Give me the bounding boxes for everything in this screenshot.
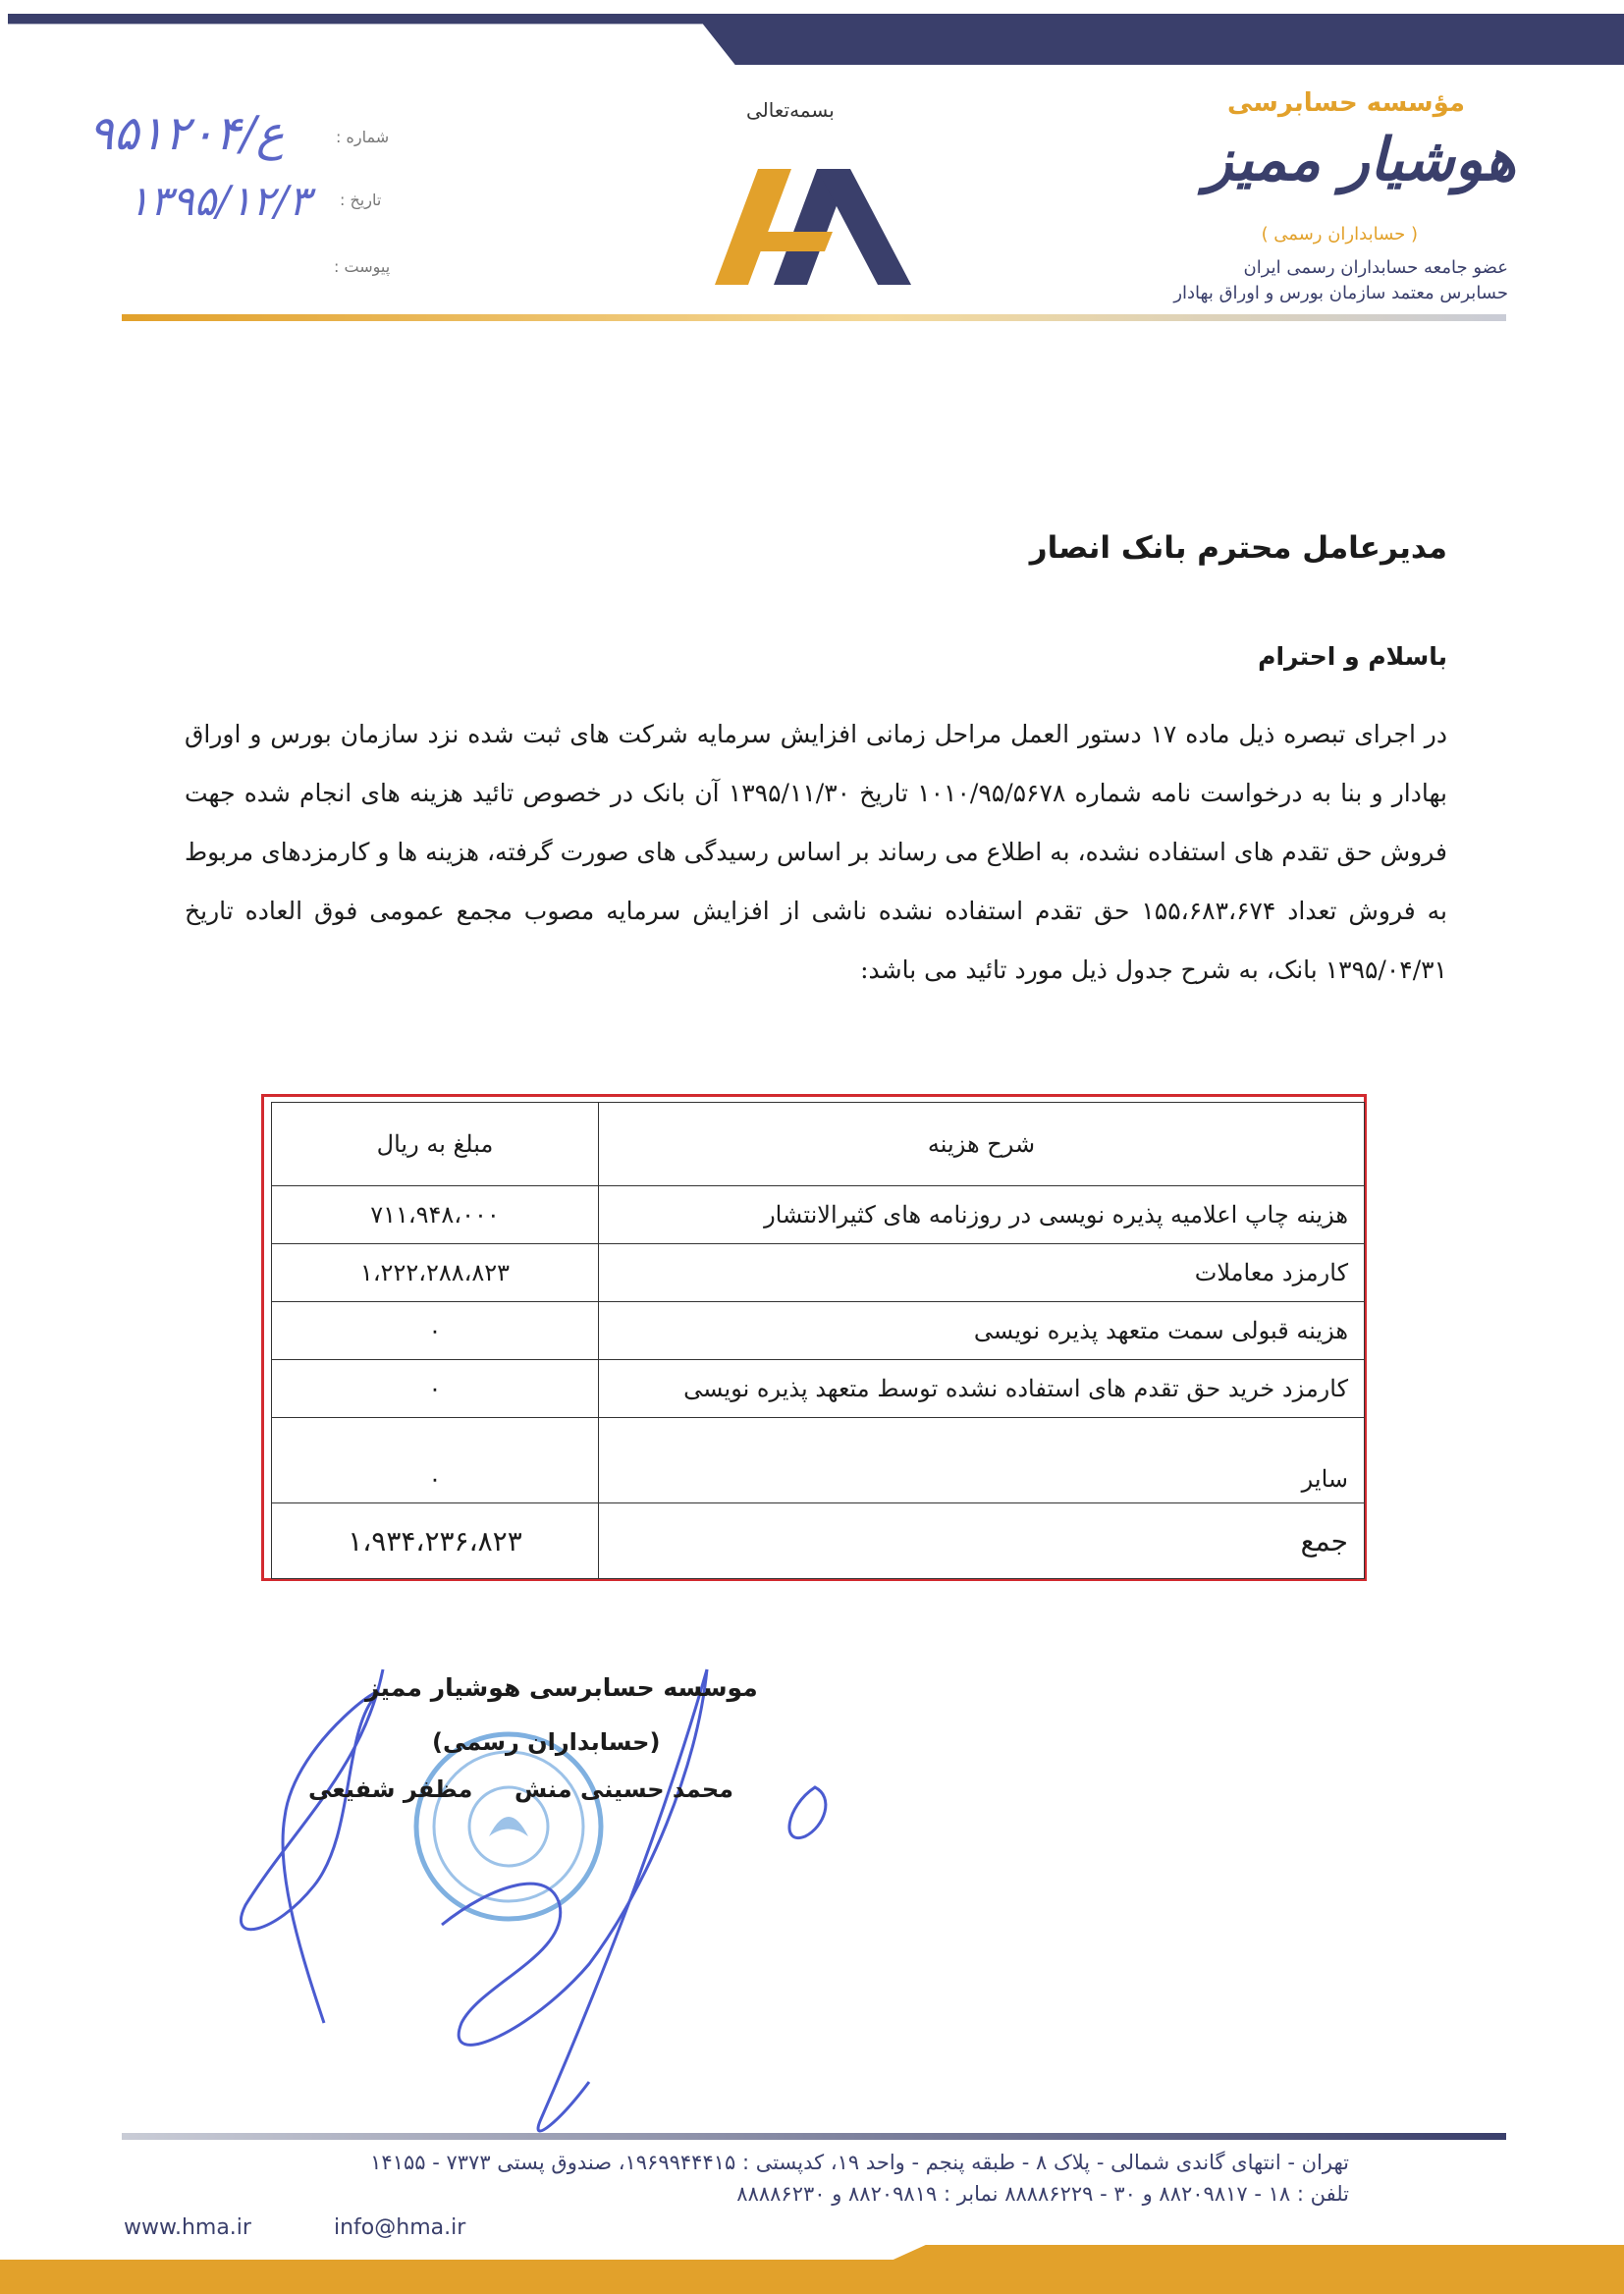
row-amount: ۰ <box>272 1418 599 1503</box>
bottom-decorative-band <box>0 2245 1624 2294</box>
signature-org-subtitle: (حسابداران رسمی) <box>432 1728 661 1756</box>
table-row <box>272 1302 1365 1360</box>
row-amount: ۷۱۱،۹۴۸،۰۰۰ <box>272 1186 599 1244</box>
company-accreditation-line: حسابرس معتمد سازمان بورس و اوراق بهادار <box>1173 283 1508 303</box>
row-description: کارمزد خرید حق تقدم های استفاده نشده توسط متعهد پذیره نویسی <box>599 1360 1365 1418</box>
company-membership-line: عضو جامعه حسابداران رسمی ایران <box>1243 257 1508 278</box>
total-amount: ۱،۹۳۴،۲۳۶،۸۲۳ <box>272 1503 599 1579</box>
signatory-name-1: محمد حسینی منش <box>514 1775 733 1803</box>
row-amount: ۱،۲۲۲،۲۸۸،۸۲۳ <box>272 1244 599 1302</box>
recipient-line: مدیرعامل محترم بانک انصار <box>1029 530 1447 566</box>
table-row <box>272 1244 1365 1302</box>
company-logo-text: هوشیار ممیز <box>1204 126 1516 194</box>
table-row <box>272 1360 1365 1418</box>
footer-address: تهران - انتهای گاندی شمالی - پلاک ۸ - طبقه پنجم - واحد ۱۹، کدپستی : ۱۹۶۹۹۴۴۴۱۵، صندوق پستی ۷۳۷۳ - ۱۴۱۵۵ <box>370 2151 1349 2174</box>
table-total-row <box>272 1503 1365 1579</box>
table-row <box>272 1418 1365 1503</box>
number-label: شماره : <box>336 128 390 146</box>
column-header-amount: مبلغ به ریال <box>272 1103 599 1186</box>
column-header-description: شرح هزینه <box>599 1103 1365 1186</box>
attachment-label: پیوست : <box>334 257 391 276</box>
hm-logo-icon <box>715 169 911 285</box>
footer-website-link[interactable]: www.hma.ir <box>124 2215 251 2240</box>
table-row <box>272 1186 1365 1244</box>
company-subtitle: ( حسابداران رسمی ) <box>1261 224 1418 245</box>
top-decorative-band <box>8 14 1624 65</box>
letter-body: در اجرای تبصره ذیل ماده ۱۷ دستور العمل مراحل زمانی افزایش سرمایه شرکت های ثبت شده نزد سازمان بورس و اوراق بهادار و بنا به درخواست نامه شماره ۱۰۱۰/۹۵/۵۶۷۸ تاریخ ۱۳۹۵/۱۱/۳۰ آن بانک در خصوص تائید هزینه های انجام شده جهت فروش حق تقدم های استفاده نشده، به اطلاع می رساند بر اساس رسیدگی های صورت گرفته، هزینه ها و کارمزدهای مربوط به فروش تعداد ۱۵۵،۶۸۳،۶۷۴ حق تقدم استفاده نشده ناشی از افزایش سرمایه مصوب مجمع عمومی فوق العاده تاریخ ۱۳۹۵/۰۴/۳۱ بانک، به شرح جدول ذیل مورد تائید می باشد: <box>185 720 1448 984</box>
date-label: تاریخ : <box>340 191 382 209</box>
footer-divider <box>122 2133 1506 2140</box>
row-description: کارمزد معاملات <box>599 1244 1365 1302</box>
row-description: هزینه چاپ اعلامیه پذیره نویسی در روزنامه های کثیرالانتشار <box>599 1186 1365 1244</box>
cost-table <box>271 1102 1365 1579</box>
invocation-heading: بسمه‌تعالی <box>746 98 835 122</box>
row-description: سایر <box>599 1418 1365 1503</box>
row-description: هزینه قبولی سمت متعهد پذیره نویسی <box>599 1302 1365 1360</box>
footer-email-link[interactable]: info@hma.ir <box>334 2215 466 2240</box>
letter-date-value: ۱۳۹۵/۱۲/۳ <box>128 177 311 225</box>
footer-phones: تلفن : ۱۸ - ۸۸۲۰۹۸۱۷ و ۳۰ - ۸۸۸۸۶۲۲۹ نمابر : ۸۸۲۰۹۸۱۹ و ۸۸۸۸۶۲۳۰ <box>736 2182 1349 2206</box>
table-header-row <box>272 1103 1365 1186</box>
row-amount: ۰ <box>272 1302 599 1360</box>
total-label: جمع <box>599 1503 1365 1579</box>
header-divider <box>122 314 1506 321</box>
company-title: مؤسسه حسابرسی <box>1226 88 1465 118</box>
signature-org-name: موسسه حسابرسی هوشیار ممیز <box>365 1673 758 1702</box>
signatory-name-2: مظفر شفیعی <box>308 1775 473 1803</box>
greeting-line: باسلام و احترام <box>1258 642 1447 671</box>
row-amount: ۰ <box>272 1360 599 1418</box>
letter-number-value: ۹۵۱۲۰۴/ع <box>88 106 285 161</box>
